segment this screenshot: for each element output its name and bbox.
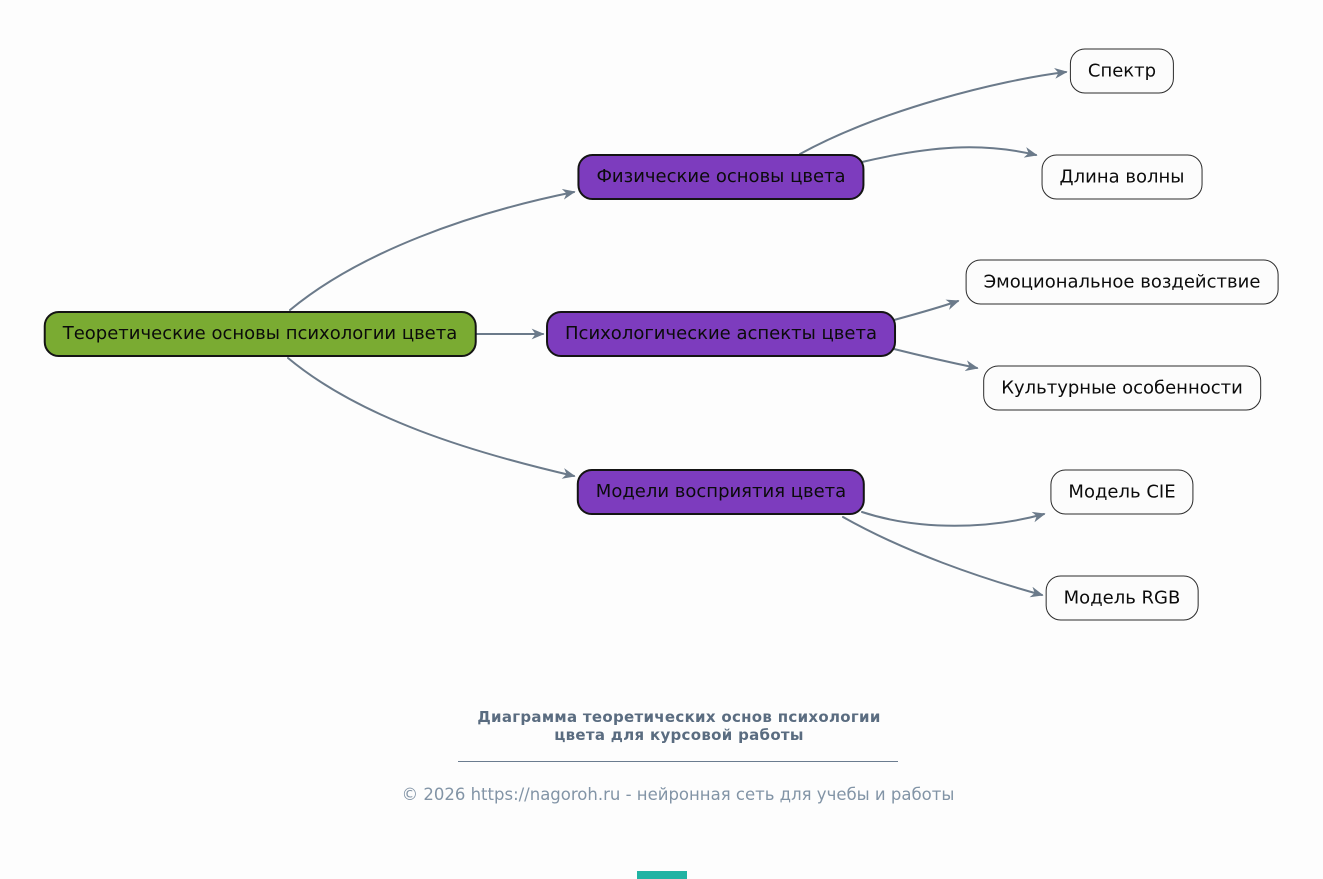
edge-psych-to-emotional	[894, 301, 958, 320]
node-leaf-emotional-impact: Эмоциональное воздействие	[966, 260, 1279, 305]
node-leaf-model-rgb: Модель RGB	[1046, 576, 1199, 621]
node-branch-physical: Физические основы цвета	[577, 154, 864, 200]
edge-models-to-rgb	[843, 517, 1042, 595]
edge-psych-to-cultural	[894, 349, 977, 368]
node-leaf-cultural: Культурные особенности	[983, 366, 1261, 411]
diagram-caption-line2: цвета для курсовой работы	[554, 726, 804, 744]
copyright-text: © 2026 https://nagoroh.ru - нейронная сеть для учебы и работы	[401, 785, 955, 804]
edge-root-to-models	[288, 358, 574, 476]
node-branch-models: Модели восприятия цвета	[577, 469, 865, 515]
diagram-caption-line1: Диаграмма теоретических основ психологии	[477, 708, 881, 726]
edge-models-to-cie	[862, 512, 1044, 526]
edge-physical-to-wavelength	[862, 147, 1036, 162]
diagram-caption	[477, 708, 880, 744]
scroll-indicator[interactable]	[637, 871, 687, 879]
footer-divider	[458, 761, 898, 762]
node-leaf-spectrum: Спектр	[1070, 49, 1174, 94]
node-root: Теоретические основы психологии цвета	[44, 311, 477, 357]
node-leaf-wavelength: Длина волны	[1042, 155, 1203, 200]
edge-physical-to-spectrum	[800, 72, 1066, 154]
node-branch-psychological: Психологические аспекты цвета	[546, 311, 896, 357]
node-leaf-model-cie: Модель CIE	[1050, 470, 1193, 515]
edge-root-to-physical	[290, 192, 574, 310]
